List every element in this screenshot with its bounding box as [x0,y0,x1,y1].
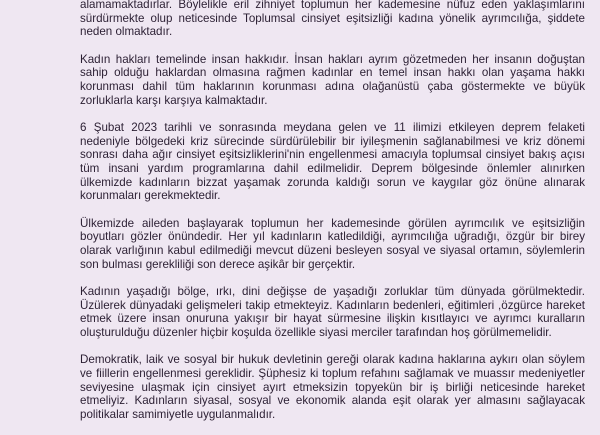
paragraph-3: 6 Şubat 2023 tarihli ve sonrasında meydana gelen ve 11 ilimizi etkileyen deprem felaketi nedeniyle bölgedeki kriz sürecinde sürdürülebilir bir iyileşmenin sağlanabilmesi ve kriz dönemi sonrası daha ağır cinsiyet eşitsizliklerini'nin engellenmesi amacıyla toplumsal cinsiyet bakış açısı tüm insani yardım programlarına dahil edilmelidir. Deprem bölgesinde önlemler alınırken ülkemizde kadınların bizzat yaşamak zorunda kaldığı sorun ve kaygılar göz önüne alınarak korunmaları gerekmektedir. [80,121,585,203]
paragraph-5: Kadının yaşadığı bölge, ırkı, dini değişse de yaşadığı zorluklar tüm dünyada görülmektedir. Üzülerek dünyadaki gelişmeleri takip etmekteyiz. Kadınların bedenleri, eğitimleri ,özgürce hareket etmek üzere insan onuruna yakışır bir hayat sürmesine ilişkin kısıtlayıcı ve ayrımcı kuralların oluşturulduğu düzenler hiçbir koşulda özellikle siyasi merciler tarafından hoş görülmemelidir. [80,285,585,339]
paragraph-4: Ülkemizde aileden başlayarak toplumun her kademesinde görülen ayrımcılık ve eşitsizliğin boyutları gözler önündedir. Her yıl kadınların katledildiği, ayrımcılığa uğradığı, özgür bir birey olarak varlığının kabul edilmediği mevcut düzeni besleyen sosyal ve siyasal ortamın, söylemlerin son bulması gerekliliği son derece aşikâr bir gerçektir. [80,216,585,271]
paragraph-6: Demokratik, laik ve sosyal bir hukuk devletinin gereği olarak kadına haklarına aykırı olan söylem ve fiillerin engellenmesi gereklidir. Şüphesiz ki toplum refahını sağlamak ve muassır medeniyetler seviyesine ulaşmak için cinsiyet ayırt etmeksizin topyekün bir iş birliği neticesinde hareket etmeliyiz. Kadınların siyasal, sosyal ve ekonomik alanda eşit olarak yer almasını sağlayacak politikalar samimiyetle uygulanmalıdır. [80,353,585,421]
document-body [80,0,585,435]
paragraph-2: Kadın hakları temelinde insan hakkıdır. İnsan hakları ayrım gözetmeden her insanın doğuştan sahip olduğu haklardan olmasına rağmen kadınlar en temel insan hakkı olan yaşama hakkı korunması dahil tüm haklarının korunması adına olağanüstü çaba göstermekte ve büyük zorluklarla karşı karşıya kalmaktadır. [80,52,585,107]
paragraph-1: alamamaktadırlar. Böylelikle eril zihniyet toplumun her kademesine nüfuz eden yaklaşımlarını sürdürmekte olup neticesinde Toplumsal cinsiyet eşitsizliği kadına yönelik ayrımcılığa, şiddete neden olmaktadır. [80,0,585,39]
